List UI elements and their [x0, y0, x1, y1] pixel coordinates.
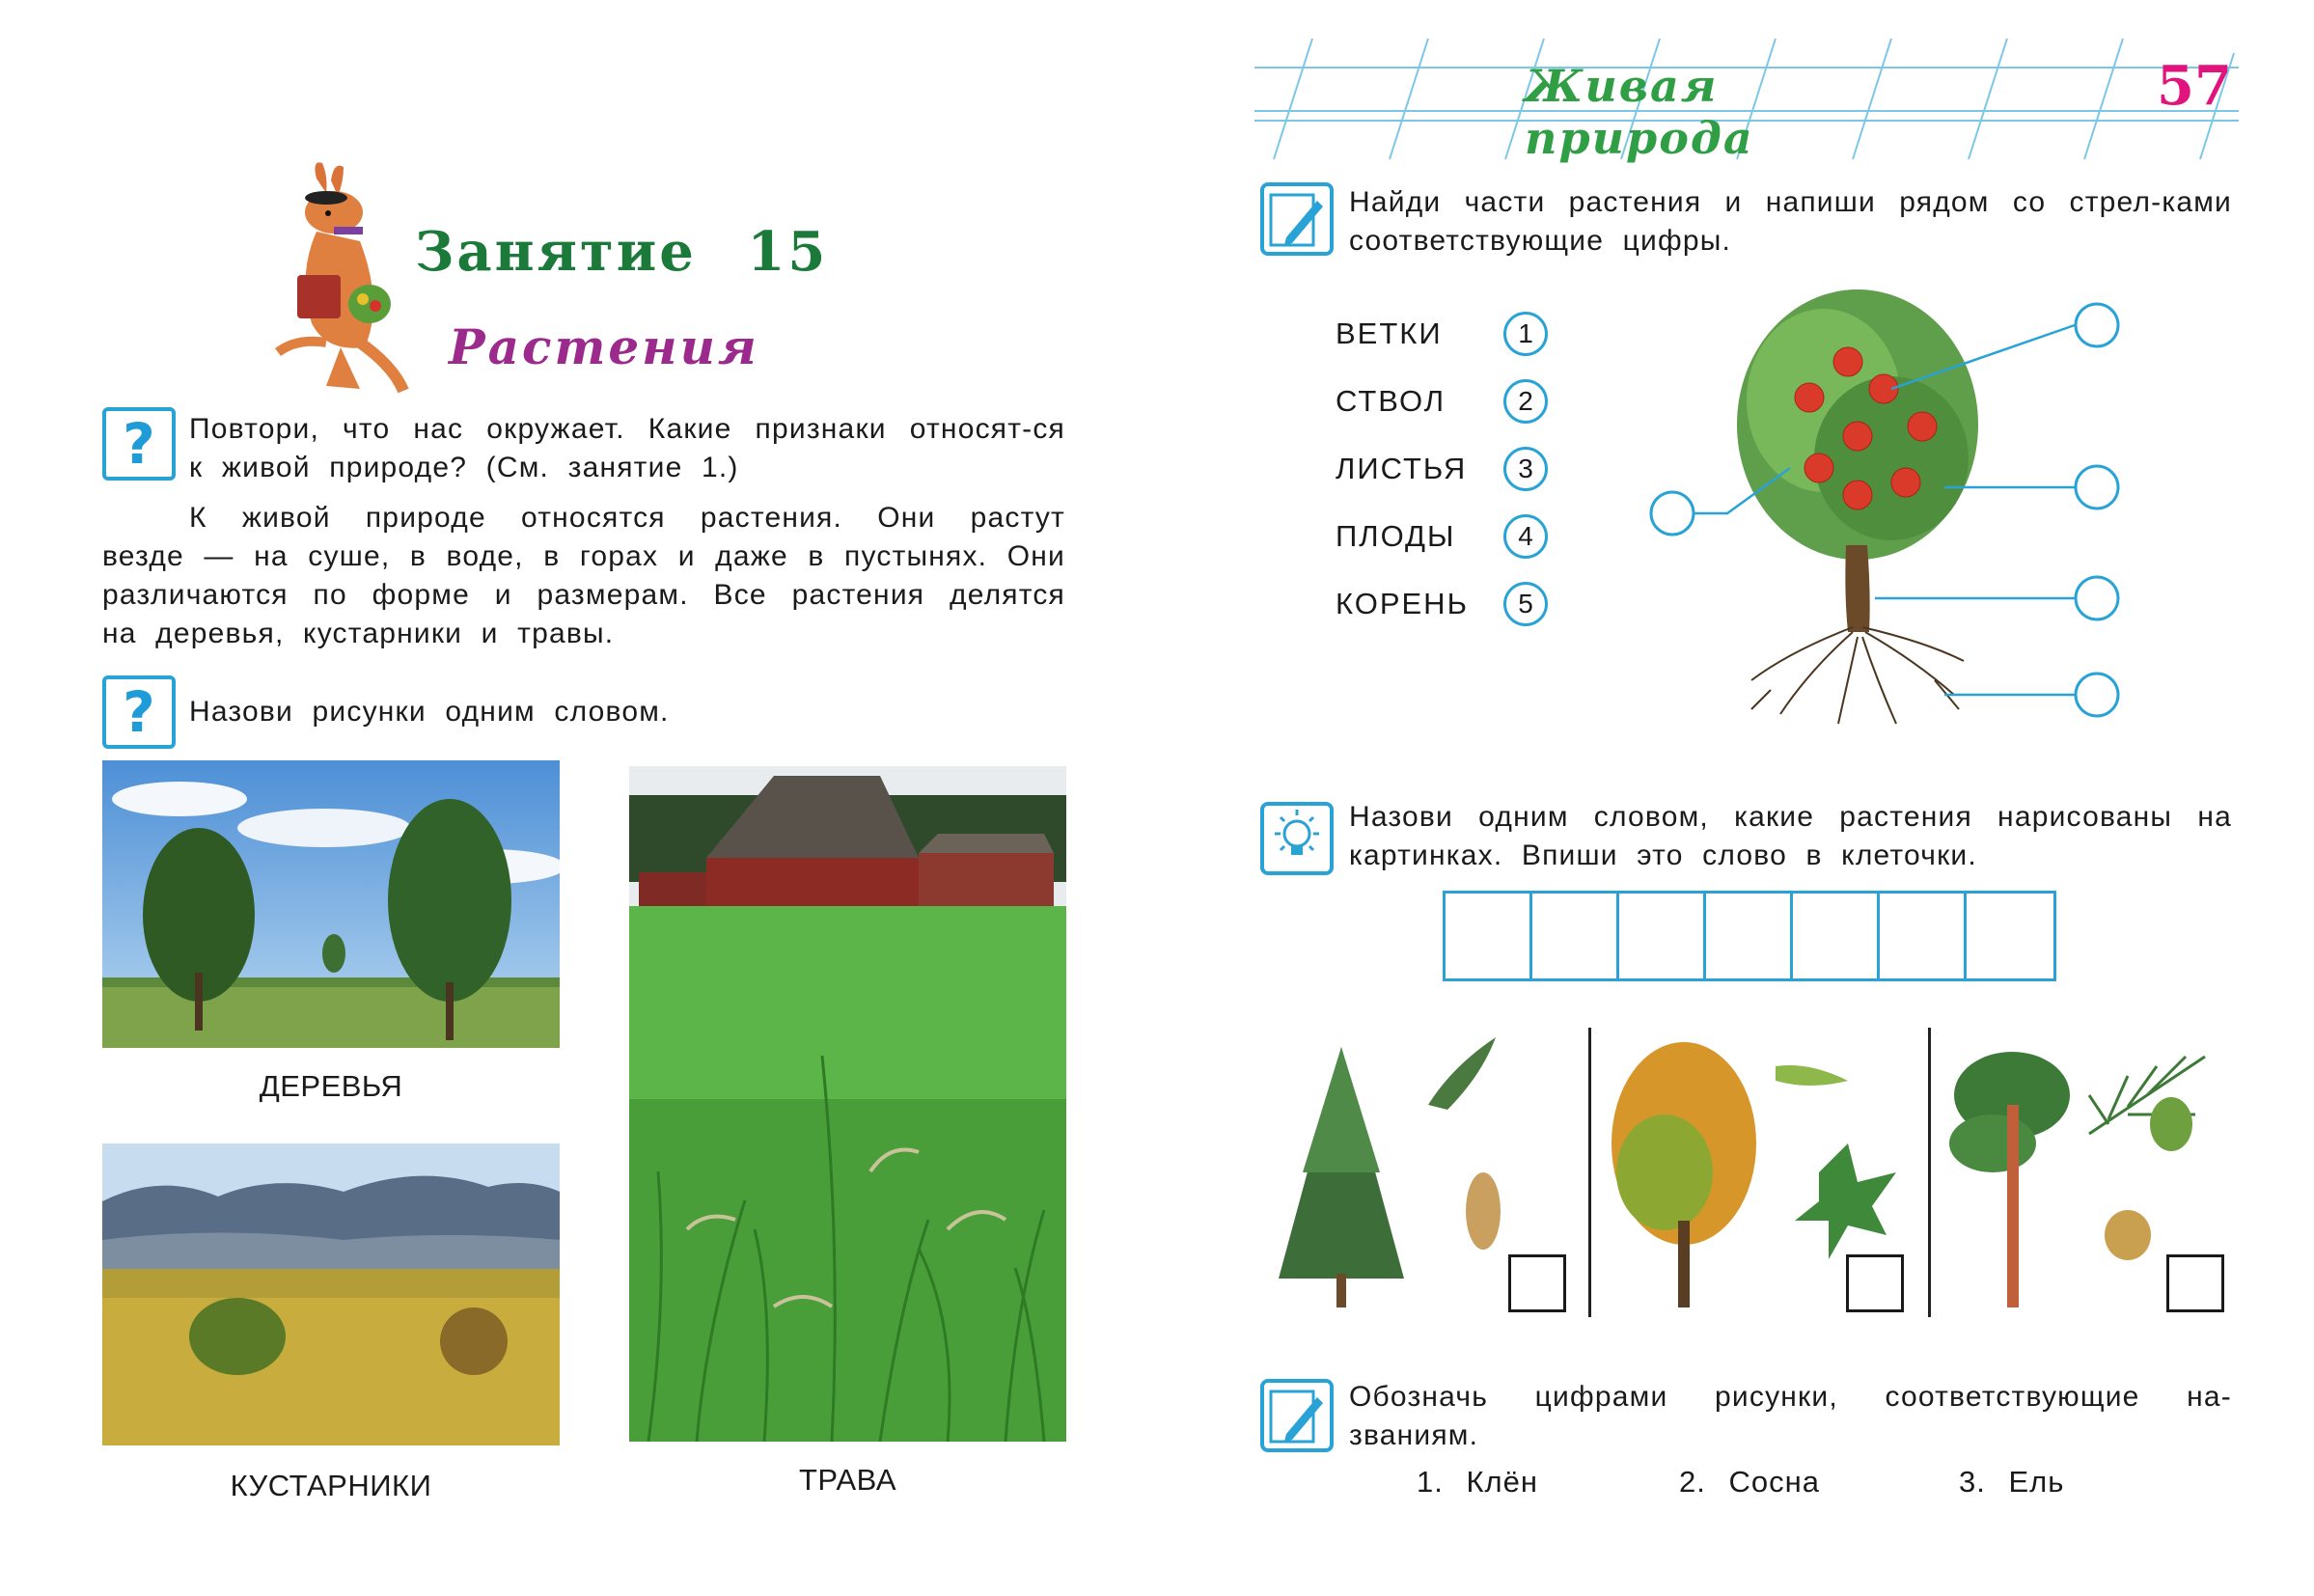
part-label: ВЕТКИ	[1336, 316, 1443, 350]
grass-caption: ТРАВА	[798, 1463, 897, 1497]
option-spruce: 3. Ель	[1959, 1465, 2065, 1499]
question-icon: ?	[102, 675, 176, 749]
grass-photo	[629, 766, 1066, 1442]
running-title: Живая природа	[1525, 60, 1754, 164]
shrubs-photo	[102, 1143, 560, 1445]
tree-panels	[1259, 1028, 2234, 1317]
part-label: ПЛОДЫ	[1336, 519, 1456, 553]
part-label: СТВОЛ	[1336, 384, 1446, 418]
answer-cell[interactable]	[1706, 894, 1793, 978]
pencil-task-icon	[1259, 1378, 1335, 1453]
lightbulb-task-icon	[1259, 801, 1335, 876]
spruce-answer-box[interactable]	[1508, 1254, 1566, 1312]
task-2-text: Назови одним словом, какие растения нарисованы на картинках. Впиши это слово в клеточки.	[1349, 801, 2232, 871]
pine-answer-box[interactable]	[2166, 1254, 2224, 1312]
panel-divider	[1588, 1028, 1591, 1317]
page-number: 57	[2157, 54, 2232, 118]
question-2-text: Назови рисунки одним словом.	[189, 696, 670, 728]
answer-cell[interactable]	[1880, 894, 1967, 978]
task-3-text: Обозначь цифрами рисунки, соответствующие на-званиям.	[1349, 1381, 2232, 1451]
pencil-task-icon	[1259, 181, 1335, 257]
part-label: КОРЕНЬ	[1336, 587, 1469, 620]
part-number: 5	[1503, 582, 1548, 626]
panel-divider	[1928, 1028, 1931, 1317]
spruce-illustration	[1279, 1037, 1501, 1307]
part-number: 1	[1503, 312, 1548, 356]
intro-paragraph: К живой природе относятся растения. Они растут везде — на суше, в воде, в горах и даже в пустынях. Они различаются по форме и размерам. Все растения делятся на деревья, кустарники и травы.	[102, 502, 1065, 649]
lesson-title: Занятие 15	[415, 220, 829, 284]
lesson-subtitle: Растения	[449, 318, 759, 375]
answer-cells	[1443, 891, 2056, 981]
apple-tree-diagram	[1616, 285, 2137, 738]
part-number: 4	[1503, 514, 1548, 559]
answer-cell[interactable]	[1532, 894, 1619, 978]
part-number: 2	[1503, 379, 1548, 424]
trees-caption: ДЕРЕВЬЯ	[259, 1069, 403, 1103]
option-maple: 1. Клён	[1417, 1465, 1538, 1499]
question-icon: ?	[102, 407, 176, 481]
question-1-text: Повтори, что нас окружает. Какие признаки относят-ся к живой природе? (См. занятие 1.)	[189, 413, 1065, 483]
answer-cell[interactable]	[1619, 894, 1706, 978]
shrubs-caption: КУСТАРНИКИ	[230, 1469, 432, 1502]
answer-cell[interactable]	[1446, 894, 1532, 978]
kangaroo-mascot-icon	[259, 159, 423, 400]
answer-cell[interactable]	[1967, 894, 2053, 978]
answer-cell[interactable]	[1793, 894, 1880, 978]
option-pine: 2. Сосна	[1679, 1465, 1820, 1499]
task-1-text: Найди части растения и напиши рядом со стрел-ками соответствующие цифры.	[1349, 186, 2232, 257]
trees-photo	[102, 760, 560, 1048]
part-number: 3	[1503, 447, 1548, 491]
part-label: ЛИСТЬЯ	[1336, 452, 1468, 485]
maple-answer-box[interactable]	[1846, 1254, 1904, 1312]
